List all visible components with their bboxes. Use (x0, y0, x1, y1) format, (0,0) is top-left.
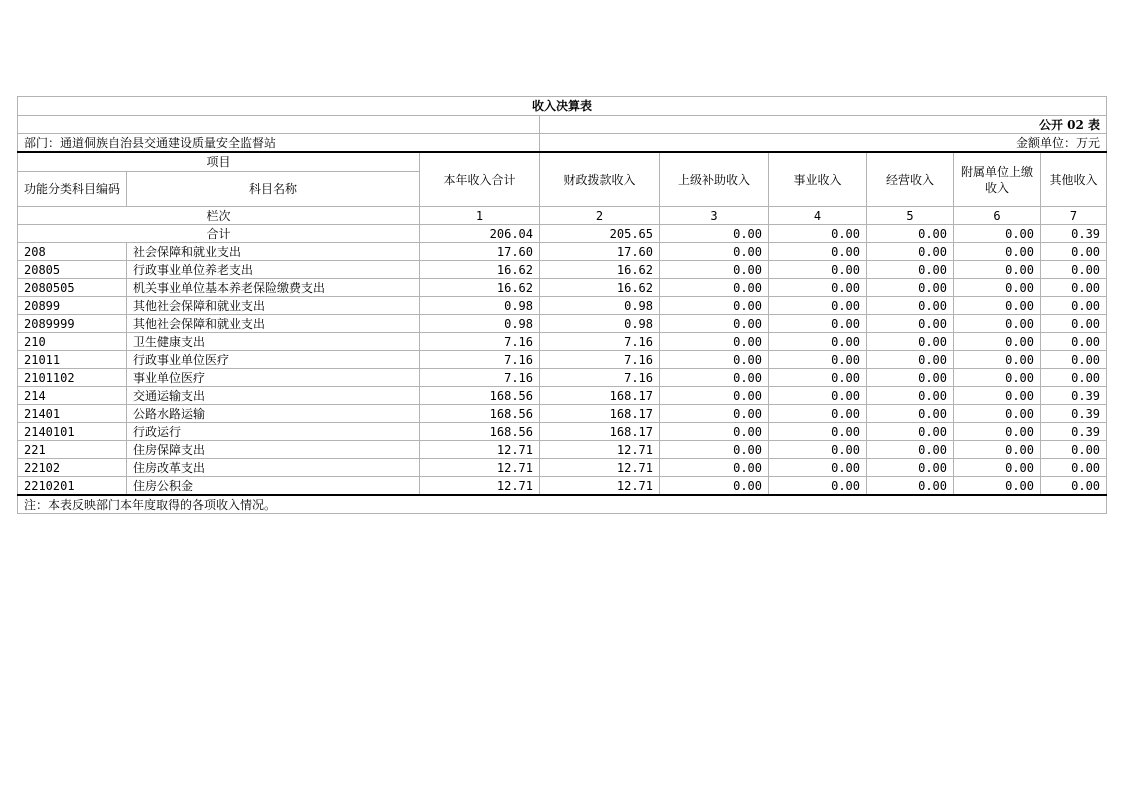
amount-cell: 0.00 (769, 279, 867, 297)
subject-name: 事业单位医疗 (127, 369, 420, 387)
amount-cell: 0.00 (1041, 261, 1107, 279)
amount-cell: 0.00 (1041, 369, 1107, 387)
amount-cell: 12.71 (540, 459, 660, 477)
column-number: 2 (540, 207, 660, 225)
subject-code: 21011 (18, 351, 127, 369)
header-function-code: 功能分类科目编码 (18, 172, 127, 207)
amount-cell: 0.00 (867, 459, 954, 477)
amount-cell: 7.16 (420, 333, 540, 351)
amount-cell: 0.00 (1041, 459, 1107, 477)
column-number: 6 (954, 207, 1041, 225)
amount-cell: 0.00 (660, 477, 769, 496)
amount-cell: 0.00 (954, 369, 1041, 387)
amount-cell: 16.62 (540, 279, 660, 297)
amount-cell: 0.39 (1041, 387, 1107, 405)
subject-code: 2210201 (18, 477, 127, 496)
header-item: 项目 (18, 152, 420, 172)
subject-name: 行政运行 (127, 423, 420, 441)
amount-unit-label: 金额单位：万元 (540, 134, 1107, 153)
amount-cell: 12.71 (420, 477, 540, 496)
subject-name: 社会保障和就业支出 (127, 243, 420, 261)
amount-cell: 0.00 (1041, 279, 1107, 297)
total-value: 206.04 (420, 225, 540, 243)
amount-cell: 0.00 (660, 423, 769, 441)
amount-cell: 16.62 (540, 261, 660, 279)
subject-code: 221 (18, 441, 127, 459)
amount-cell: 0.00 (954, 459, 1041, 477)
subject-code: 2140101 (18, 423, 127, 441)
total-value: 205.65 (540, 225, 660, 243)
amount-cell: 0.00 (1041, 333, 1107, 351)
amount-cell: 0.00 (769, 297, 867, 315)
subject-code: 22102 (18, 459, 127, 477)
amount-cell: 168.17 (540, 387, 660, 405)
table-row (18, 279, 1107, 297)
amount-cell: 0.00 (769, 351, 867, 369)
header-subject-name: 科目名称 (127, 172, 420, 207)
table-row (18, 441, 1107, 459)
amount-cell: 168.17 (540, 405, 660, 423)
amount-cell: 0.00 (954, 387, 1041, 405)
amount-cell: 0.00 (769, 261, 867, 279)
subject-name: 卫生健康支出 (127, 333, 420, 351)
amount-cell: 0.00 (1041, 297, 1107, 315)
amount-cell: 0.00 (660, 243, 769, 261)
subject-code: 20899 (18, 297, 127, 315)
amount-cell: 0.98 (540, 297, 660, 315)
header-attached-unit-income: 附属单位上缴收入 (954, 152, 1041, 207)
amount-cell: 0.00 (954, 279, 1041, 297)
amount-cell: 0.00 (769, 315, 867, 333)
amount-cell: 12.71 (540, 441, 660, 459)
header-total-income: 本年收入合计 (420, 152, 540, 207)
subject-code: 214 (18, 387, 127, 405)
subject-code: 2080505 (18, 279, 127, 297)
amount-cell: 12.71 (420, 459, 540, 477)
amount-cell: 0.00 (660, 441, 769, 459)
amount-cell: 0.00 (660, 333, 769, 351)
subject-name: 其他社会保障和就业支出 (127, 297, 420, 315)
header-business-income: 经营收入 (867, 152, 954, 207)
amount-cell: 0.00 (769, 387, 867, 405)
amount-cell: 0.00 (867, 351, 954, 369)
header-subsidy-income: 上级补助收入 (660, 152, 769, 207)
amount-cell: 7.16 (540, 351, 660, 369)
amount-cell: 0.00 (954, 423, 1041, 441)
amount-cell: 16.62 (420, 261, 540, 279)
table-row (18, 477, 1107, 496)
subject-name: 住房改革支出 (127, 459, 420, 477)
amount-cell: 0.00 (954, 333, 1041, 351)
amount-cell: 0.00 (954, 243, 1041, 261)
amount-cell: 0.00 (954, 351, 1041, 369)
header-career-income: 事业收入 (769, 152, 867, 207)
amount-cell: 0.00 (867, 441, 954, 459)
header-other-income: 其他收入 (1041, 152, 1107, 207)
amount-cell: 0.00 (867, 243, 954, 261)
amount-cell: 168.56 (420, 387, 540, 405)
amount-cell: 0.00 (867, 297, 954, 315)
subject-name: 行政事业单位养老支出 (127, 261, 420, 279)
amount-cell: 17.60 (420, 243, 540, 261)
amount-cell: 0.00 (954, 315, 1041, 333)
subject-code: 20805 (18, 261, 127, 279)
amount-cell: 0.00 (867, 369, 954, 387)
subject-code: 2089999 (18, 315, 127, 333)
amount-cell: 7.16 (540, 333, 660, 351)
amount-cell: 0.00 (954, 441, 1041, 459)
column-number: 4 (769, 207, 867, 225)
amount-cell: 0.00 (769, 369, 867, 387)
amount-cell: 0.98 (420, 315, 540, 333)
amount-cell: 0.00 (954, 405, 1041, 423)
amount-cell: 0.00 (769, 333, 867, 351)
amount-cell: 0.00 (660, 459, 769, 477)
form-number: 公开 02 表 (540, 116, 1107, 134)
amount-cell: 0.39 (1041, 423, 1107, 441)
table-row (18, 261, 1107, 279)
table-row (18, 369, 1107, 387)
column-number: 5 (867, 207, 954, 225)
total-value: 0.00 (867, 225, 954, 243)
income-table (17, 96, 1107, 514)
amount-cell: 0.00 (867, 333, 954, 351)
subject-code: 208 (18, 243, 127, 261)
amount-cell: 17.60 (540, 243, 660, 261)
subject-name: 行政事业单位医疗 (127, 351, 420, 369)
table-row (18, 387, 1107, 405)
amount-cell: 0.00 (660, 315, 769, 333)
amount-cell: 0.98 (420, 297, 540, 315)
header-fiscal-income: 财政拨款收入 (540, 152, 660, 207)
subject-name: 其他社会保障和就业支出 (127, 315, 420, 333)
amount-cell: 7.16 (420, 369, 540, 387)
column-number-label: 栏次 (18, 207, 420, 225)
table-row (18, 243, 1107, 261)
amount-cell: 0.00 (1041, 243, 1107, 261)
table-row (18, 333, 1107, 351)
amount-cell: 0.00 (769, 441, 867, 459)
table-row (18, 459, 1107, 477)
amount-cell: 16.62 (420, 279, 540, 297)
table-note: 注：本表反映部门本年度取得的各项收入情况。 (18, 495, 1107, 514)
amount-cell: 7.16 (540, 369, 660, 387)
amount-cell: 0.00 (954, 297, 1041, 315)
amount-cell: 0.00 (1041, 441, 1107, 459)
amount-cell: 0.39 (1041, 405, 1107, 423)
total-row-label: 合计 (18, 225, 420, 243)
amount-cell: 0.00 (867, 279, 954, 297)
column-number: 3 (660, 207, 769, 225)
amount-cell: 0.00 (954, 261, 1041, 279)
subject-code: 2101102 (18, 369, 127, 387)
subject-name: 住房保障支出 (127, 441, 420, 459)
amount-cell: 12.71 (540, 477, 660, 496)
amount-cell: 0.00 (769, 459, 867, 477)
amount-cell: 0.00 (660, 261, 769, 279)
amount-cell: 0.00 (867, 477, 954, 496)
table-row (18, 351, 1107, 369)
subject-name: 机关事业单位基本养老保险缴费支出 (127, 279, 420, 297)
amount-cell: 0.00 (1041, 477, 1107, 496)
amount-cell: 0.00 (867, 387, 954, 405)
department-label: 部门：通道侗族自治县交通建设质量安全监督站 (18, 134, 540, 153)
amount-cell: 0.00 (769, 405, 867, 423)
amount-cell: 0.00 (660, 297, 769, 315)
subject-name: 住房公积金 (127, 477, 420, 496)
amount-cell: 0.00 (1041, 315, 1107, 333)
table-row (18, 423, 1107, 441)
amount-cell: 7.16 (420, 351, 540, 369)
subject-code: 210 (18, 333, 127, 351)
income-statement-sheet (17, 96, 1106, 514)
amount-cell: 0.00 (867, 405, 954, 423)
amount-cell: 0.00 (769, 477, 867, 496)
amount-cell: 0.00 (660, 279, 769, 297)
amount-cell: 0.00 (660, 387, 769, 405)
amount-cell: 0.00 (660, 405, 769, 423)
amount-cell: 0.98 (540, 315, 660, 333)
subject-code: 21401 (18, 405, 127, 423)
column-number: 1 (420, 207, 540, 225)
amount-cell: 0.00 (660, 351, 769, 369)
amount-cell: 168.56 (420, 405, 540, 423)
amount-cell: 0.00 (769, 423, 867, 441)
table-row (18, 315, 1107, 333)
table-title: 收入决算表 (18, 97, 1107, 116)
amount-cell: 0.00 (867, 261, 954, 279)
amount-cell: 12.71 (420, 441, 540, 459)
total-value: 0.00 (769, 225, 867, 243)
subject-name: 交通运输支出 (127, 387, 420, 405)
amount-cell: 168.56 (420, 423, 540, 441)
total-value: 0.39 (1041, 225, 1107, 243)
total-value: 0.00 (660, 225, 769, 243)
amount-cell: 0.00 (867, 315, 954, 333)
table-row (18, 297, 1107, 315)
subject-name: 公路水路运输 (127, 405, 420, 423)
column-number: 7 (1041, 207, 1107, 225)
amount-cell: 0.00 (954, 477, 1041, 496)
amount-cell: 168.17 (540, 423, 660, 441)
amount-cell: 0.00 (769, 243, 867, 261)
amount-cell: 0.00 (1041, 351, 1107, 369)
amount-cell: 0.00 (867, 423, 954, 441)
table-row (18, 405, 1107, 423)
amount-cell: 0.00 (660, 369, 769, 387)
total-value: 0.00 (954, 225, 1041, 243)
